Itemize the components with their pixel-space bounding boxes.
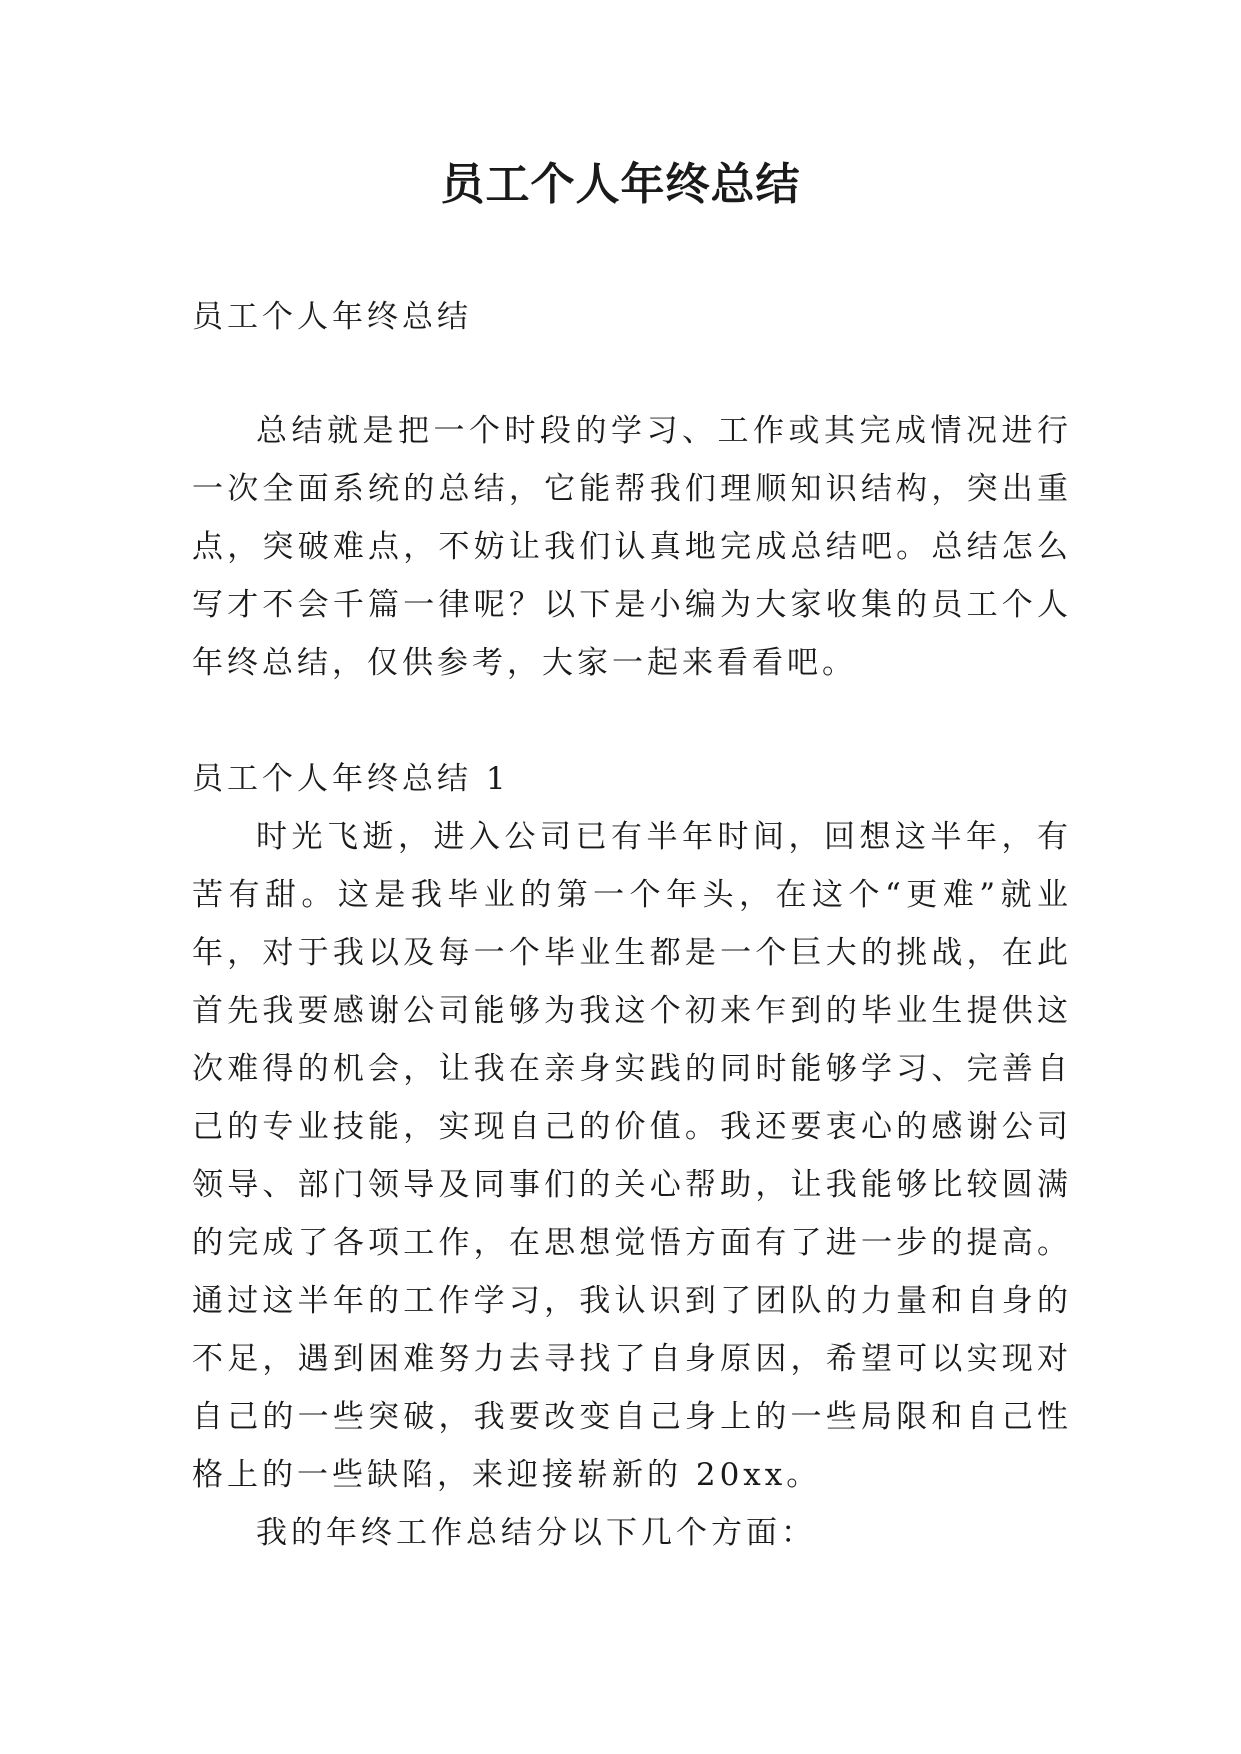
section-paragraph-1: 时光飞逝，进入公司已有半年时间，回想这半年，有苦有甜。这是我毕业的第一个年头，在这个“更难”就业年，对于我以及每一个毕业生都是一个巨大的挑战，在此首先我要感谢公司能够为我这个初来乍到的毕业生提供这次难得的机会，让我在亲身实践的同时能够学习、完善自己的专业技能，实现自己的价值。我还要衷心的感谢公司领导、部门领导及同事们的关心帮助，让我能够比较圆满的完成了各项工作，在思想觉悟方面有了进一步的提高。通过这半年的工作学习，我认识到了团队的力量和自身的不足，遇到困难努力去寻找了自身原因，希望可以实现对自己的一些突破，我要改变自己身上的一些局限和自己性格上的一些缺陷，来迎接崭新的 20xx。 [192, 819, 1072, 1493]
section-paragraph-2: 我的年终工作总结分以下几个方面： [256, 1515, 816, 1551]
document-title: 员工个人年终总结 [440, 159, 801, 210]
document-subtitle-block [192, 288, 1072, 346]
section-1-block [192, 750, 1072, 1562]
intro-paragraph: 总结就是把一个时段的学习、工作或其完成情况进行一次全面系统的总结，它能帮我们理顺知识结构，突出重点，突破难点，不妨让我们认真地完成总结吧。总结怎么写才不会千篇一律呢？以下是小编为大家收集的员工个人年终总结，仅供参考，大家一起来看看吧。 [192, 413, 1072, 681]
document-subtitle: 员工个人年终总结 [192, 299, 472, 335]
intro-block [192, 402, 1072, 692]
section-heading: 员工个人年终总结 1 [192, 761, 510, 797]
